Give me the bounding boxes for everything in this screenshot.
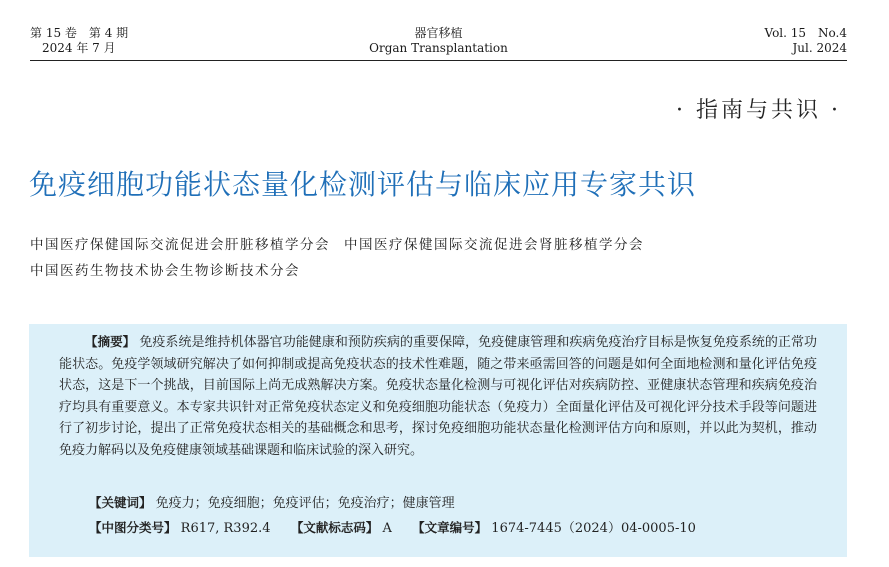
doc-code-label: 【文献标志码】	[290, 520, 379, 535]
author-line2: 中国医药生物技术协会生物诊断技术分会	[30, 263, 300, 279]
author-affiliations	[30, 232, 644, 284]
article-no-label: 【文章编号】	[412, 520, 488, 535]
header-volume-en	[765, 26, 848, 56]
article-no-value: 1674-7445（2024）04-0005-10	[491, 521, 696, 536]
abstract-box	[29, 324, 847, 557]
author-line1-a: 中国医疗保健国际交流促进会肝脏移植学分会	[30, 237, 330, 253]
header-date: 2024 年 7 月	[42, 41, 116, 55]
keywords-row	[89, 493, 455, 514]
header-date-en: Jul. 2024	[792, 41, 847, 55]
header-volume: 第 15 卷 第 4 期	[30, 26, 129, 40]
clc-label: 【中图分类号】	[89, 520, 177, 535]
keywords-value: 免疫力；免疫细胞；免疫评估；免疫治疗；健康管理	[155, 496, 455, 511]
clc-value: R617, R392.4	[180, 521, 271, 536]
author-line1-b: 中国医疗保健国际交流促进会肾脏移植学分会	[344, 237, 644, 253]
header-journal	[30, 26, 847, 56]
abstract-text: 免疫系统是维持机体器官功能健康和预防疾病的重要保障，免疫健康管理和疾病免疫治疗目标是恢复免疫系统的正常功能状态。免疫学领域研究解决了如何抑制或提高免疫状态的技术性难题，随之带来亟需回答的问题是如何全面地检测和量化评估免疫状态，这是下一个挑战，目前国际上尚无成熟解决方案。免疫状态量化检测与可视化评估对疾病防控、亚健康状态管理和疾病免疫治疗均具有重要意义。本专家共识针对正常免疫状态定义和免疫细胞功能状态（免疫力）全面量化评估及可视化评分技术手段等问题进行了初步讨论，提出了正常免疫状态相关的基础概念和思考，探讨免疫细胞功能状态量化检测评估方向和原则，并以此为契机，推动免疫力解码以及免疫健康领域基础课题和临床试验的深入研究。	[59, 335, 817, 458]
article-title: 免疫细胞功能状态量化检测评估与临床应用专家共识	[29, 168, 697, 201]
journal-name-cn: 器官移植	[414, 26, 463, 40]
abstract-label: 【摘要】	[85, 334, 136, 349]
classification-row	[89, 518, 696, 539]
section-label: · 指南与共识 ·	[676, 98, 841, 123]
abstract-paragraph	[59, 331, 817, 462]
header-vol-no: Vol. 15 No.4	[764, 26, 847, 40]
journal-name-en: Organ Transplantation	[369, 41, 508, 55]
running-header	[30, 26, 847, 61]
doc-code-value: A	[382, 521, 392, 536]
keywords-label: 【关键词】	[89, 495, 152, 510]
